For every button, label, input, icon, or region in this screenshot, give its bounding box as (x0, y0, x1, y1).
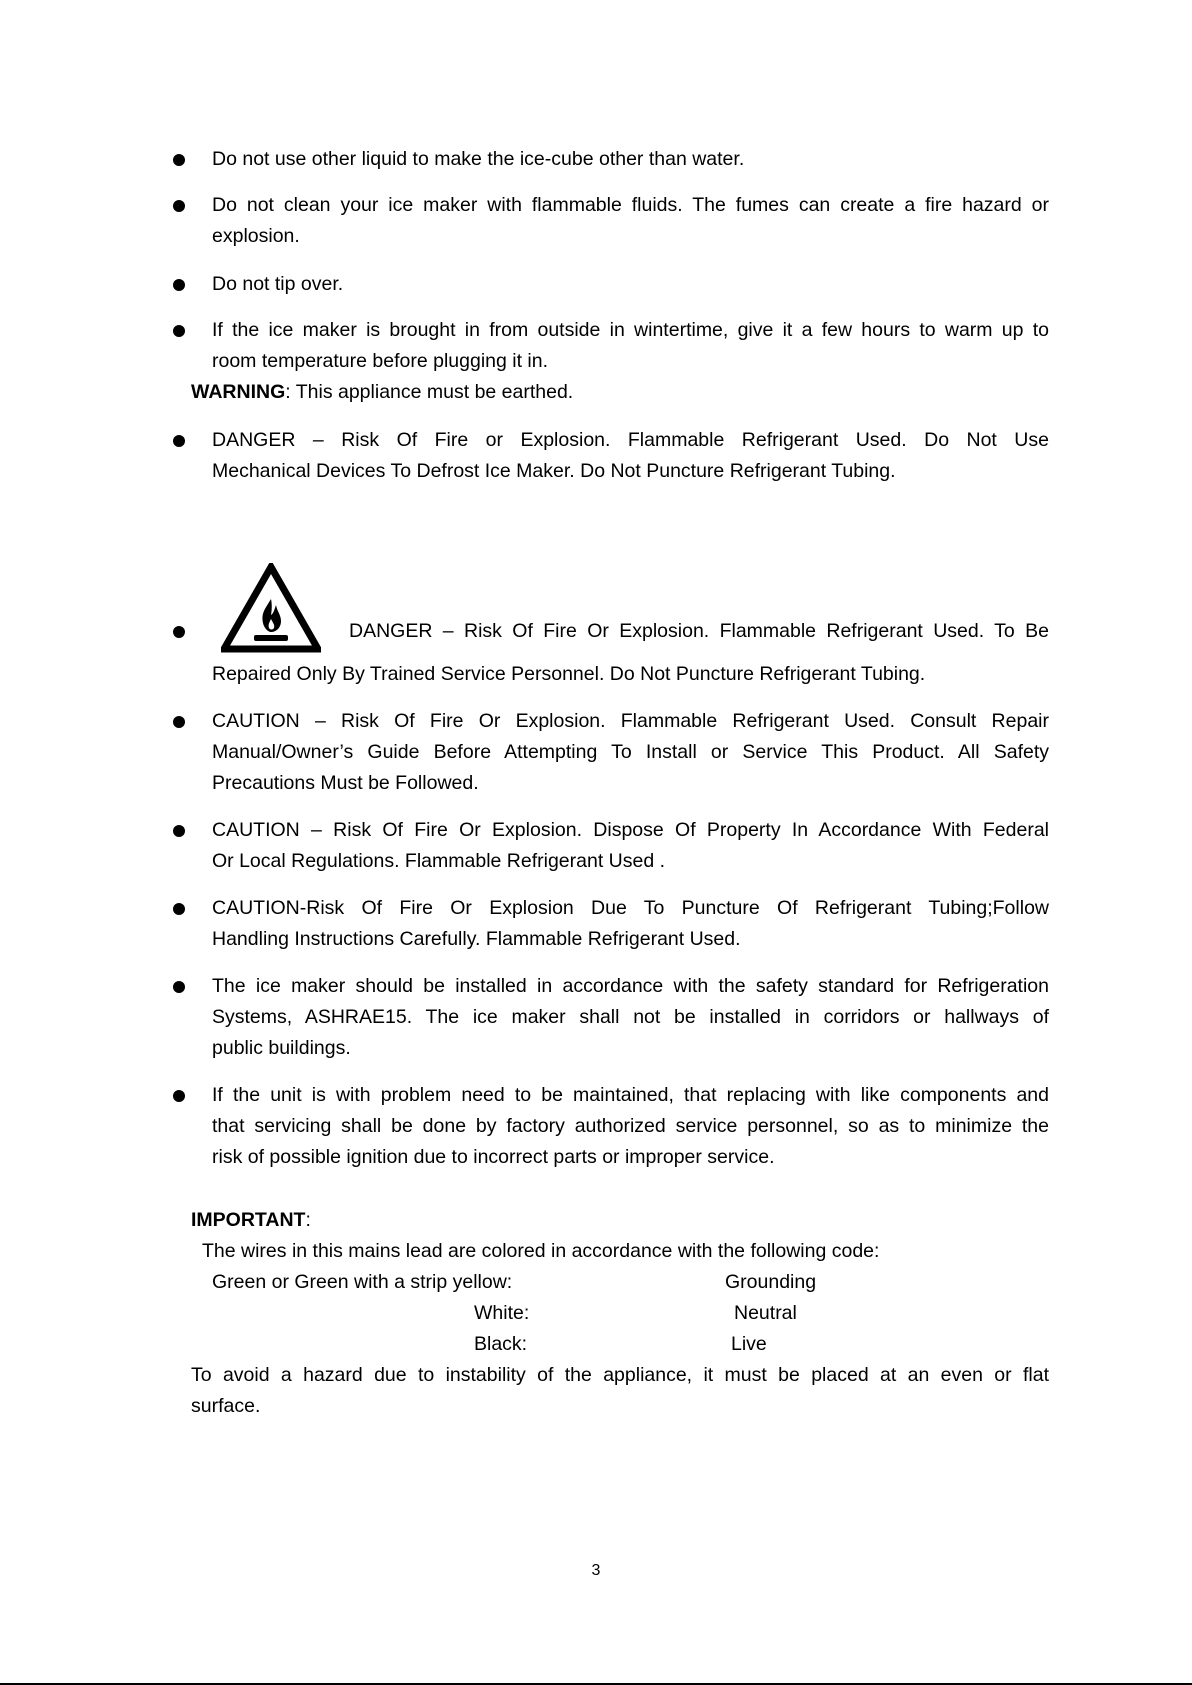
bullet-dot (173, 200, 185, 212)
wire-color-label: Black: (474, 1333, 528, 1355)
important-heading (191, 1205, 311, 1236)
bullet-text: DANGER – Risk Of Fire Or Explosion. Flammable Refrigerant Used. To Be (349, 620, 1049, 642)
bullet-text: Mechanical Devices To Defrost Ice Maker. Do Not Puncture Refrigerant Tubing. (212, 460, 896, 482)
wire-meaning: Neutral (734, 1302, 797, 1324)
bullet-text: Manual/Owner’s Guide Before Attempting To Install or Service This Product. All Safety (212, 741, 1049, 763)
bullet-text: Do not clean your ice maker with flammable fluids. The fumes can create a fire hazard or (212, 194, 1049, 216)
bullet-dot (173, 981, 185, 993)
bullet-text: risk of possible ignition due to incorrect parts or improper service. (212, 1146, 775, 1168)
stability-text: surface. (191, 1395, 261, 1417)
bullet-dot (173, 825, 185, 837)
bullet-text: that servicing shall be done by factory authorized service personnel, so as to minimize the (212, 1115, 1049, 1137)
bullet-text: CAUTION-Risk Of Fire Or Explosion Due To Puncture Of Refrigerant Tubing;Follow (212, 897, 1049, 919)
warning-label: WARNING (191, 381, 286, 403)
warning-line (191, 377, 573, 408)
bullet-text: public buildings. (212, 1037, 351, 1059)
bullet-text: explosion. (212, 225, 300, 247)
bullet-dot (173, 626, 185, 638)
bullet-text: DANGER – Risk Of Fire or Explosion. Flammable Refrigerant Used. Do Not Use (212, 429, 1049, 451)
bullet-text: If the unit is with problem need to be maintained, that replacing with like components and (212, 1084, 1049, 1106)
wire-color-label: White: (474, 1302, 530, 1324)
stability-text: To avoid a hazard due to instability of the appliance, it must be placed at an even or flat (191, 1364, 1049, 1386)
flammable-warning-icon (221, 563, 321, 653)
wire-meaning: Live (731, 1333, 767, 1355)
bullet-text: Do not tip over. (212, 273, 344, 295)
bullet-dot (173, 1090, 185, 1102)
bullet-text: Repaired Only By Trained Service Personnel. Do Not Puncture Refrigerant Tubing. (212, 663, 926, 685)
page-number: 3 (591, 1562, 601, 1579)
bullet-text: The ice maker should be installed in accordance with the safety standard for Refrigeration (212, 975, 1049, 997)
bullet-dot (173, 716, 185, 728)
bullet-dot (173, 325, 185, 337)
wire-color-label: Green or Green with a strip yellow: (212, 1271, 513, 1293)
bullet-dot (173, 903, 185, 915)
important-intro: The wires in this mains lead are colored in accordance with the following code: (202, 1240, 880, 1262)
bullet-text: room temperature before plugging it in. (212, 350, 549, 372)
important-colon: : (305, 1209, 311, 1231)
bullet-text: CAUTION – Risk Of Fire Or Explosion. Flammable Refrigerant Used. Consult Repair (212, 710, 1049, 732)
wire-meaning: Grounding (725, 1271, 817, 1293)
bullet-dot (173, 154, 185, 166)
bullet-text: Do not use other liquid to make the ice-cube other than water. (212, 148, 745, 170)
bullet-text: CAUTION – Risk Of Fire Or Explosion. Dispose Of Property In Accordance With Federal (212, 819, 1049, 841)
important-label: IMPORTANT (191, 1209, 306, 1231)
bullet-text: Precautions Must be Followed. (212, 772, 479, 794)
bullet-dot (173, 435, 185, 447)
bullet-text: Handling Instructions Carefully. Flammable Refrigerant Used. (212, 928, 741, 950)
bullet-text: Or Local Regulations. Flammable Refrigerant Used . (212, 850, 666, 872)
warning-text: : This appliance must be earthed. (285, 381, 574, 403)
bullet-text: If the ice maker is brought in from outside in wintertime, give it a few hours to warm up to (212, 319, 1049, 341)
bullet-text: Systems, ASHRAE15. The ice maker shall not be installed in corridors or hallways of (212, 1006, 1049, 1028)
bullet-dot (173, 279, 185, 291)
